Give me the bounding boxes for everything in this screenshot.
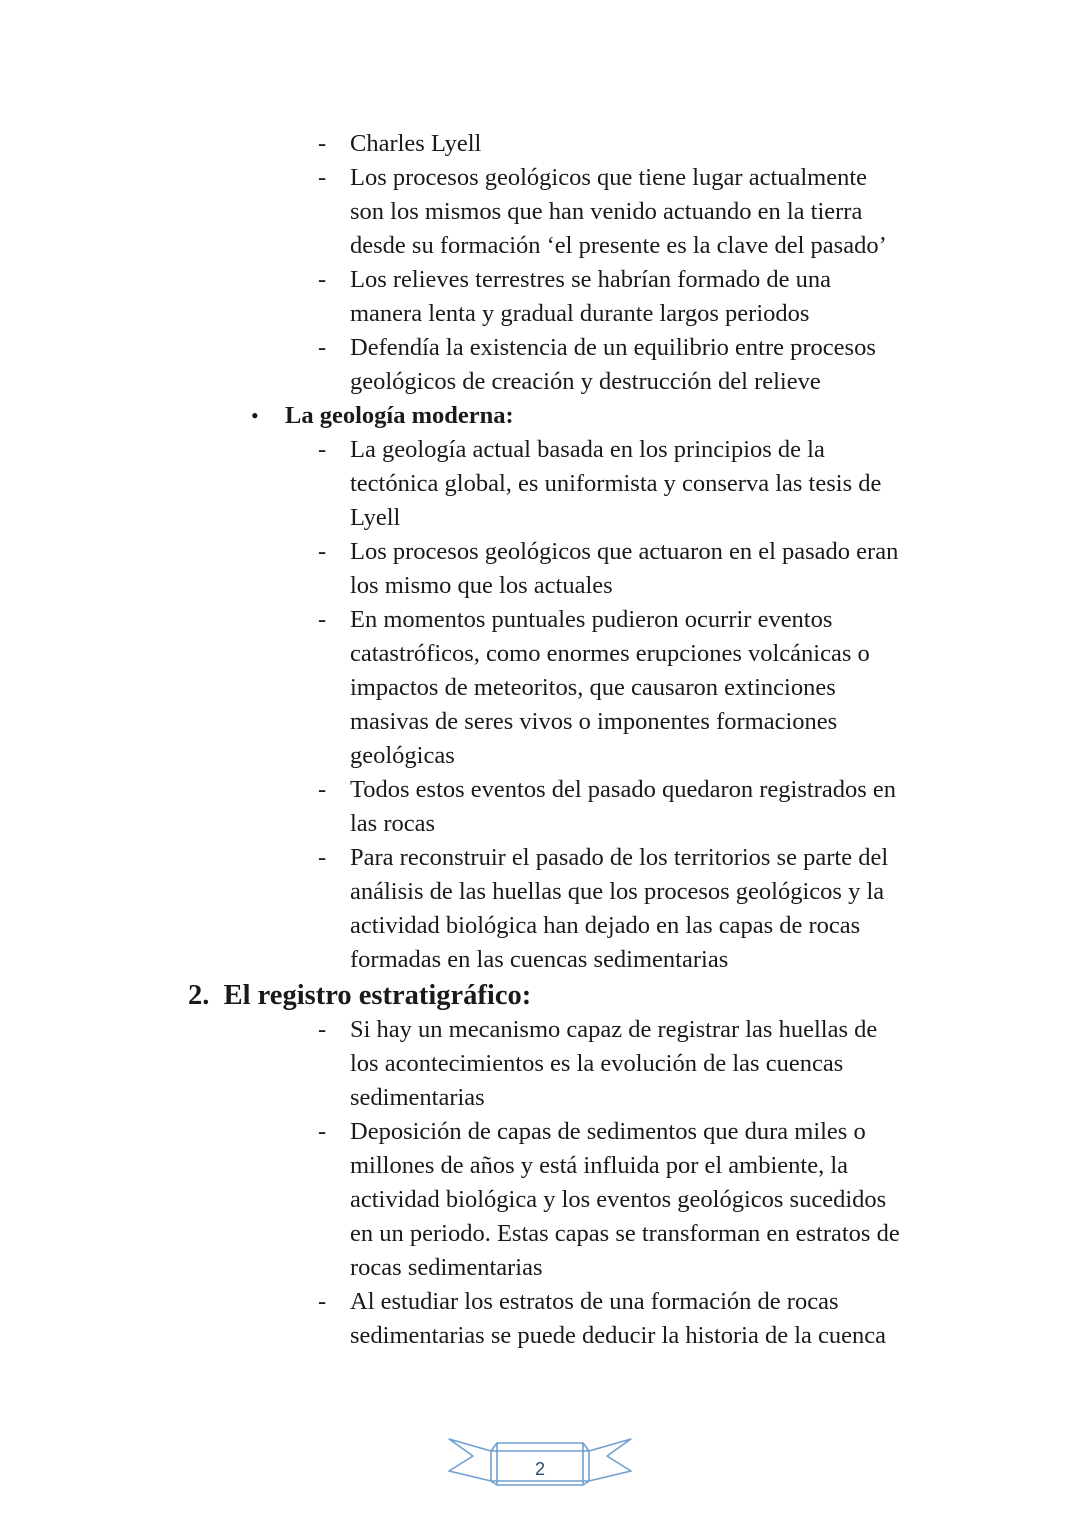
dash-marker: -	[318, 538, 327, 565]
dash-marker: -	[318, 436, 327, 463]
dash-marker: -	[318, 334, 327, 361]
list-item-line: en un periodo. Estas capas se transforman en estratos de	[350, 1220, 900, 1247]
dash-marker: -	[318, 1016, 327, 1043]
bullet-icon: •	[251, 403, 259, 428]
modern-geology-heading	[251, 399, 514, 433]
list-item	[318, 1285, 950, 1353]
list-item-line: geológicos de creación y destrucción del relieve	[350, 368, 821, 395]
list-item-line: los mismo que los actuales	[350, 572, 613, 599]
list-item-line: Para reconstruir el pasado de los territorios se parte del	[350, 844, 889, 871]
list-item-line: geológicas	[350, 742, 455, 769]
list-item-line: los acontecimientos es la evolución de las cuencas	[350, 1050, 844, 1077]
list-item-line: formadas en las cuencas sedimentarias	[350, 946, 729, 973]
list-item-line: impactos de meteoritos, que causaron extinciones	[350, 674, 836, 701]
list-item-line: Los relieves terrestres se habrían formado de una	[350, 266, 831, 293]
list-item-line: actividad biológica han dejado en las capas de rocas	[350, 912, 861, 939]
list-item-line: análisis de las huellas que los procesos geológicos y la	[350, 878, 885, 905]
list-item	[318, 263, 950, 331]
dash-marker: -	[318, 164, 327, 191]
list-item	[318, 331, 950, 399]
list-item	[318, 127, 950, 161]
dash-marker: -	[318, 1118, 327, 1145]
list-item-line: rocas sedimentarias	[350, 1254, 543, 1281]
list-item	[318, 1115, 950, 1285]
list-item-line: masivas de seres vivos o imponentes formaciones	[350, 708, 838, 735]
list-item	[318, 603, 950, 773]
dash-marker: -	[318, 266, 327, 293]
list-item-line: Lyell	[350, 504, 401, 531]
dash-marker: -	[318, 606, 327, 633]
list-item-line: sedimentarias se puede deducir la historia de la cuenca	[350, 1322, 887, 1349]
section-heading: 2. El registro estratigráfico:	[188, 980, 532, 1011]
modern-geology-list	[318, 433, 950, 977]
list-item-line: catastróficos, como enormes erupciones volcánicas o	[350, 640, 870, 667]
list-item	[318, 433, 950, 535]
list-item	[318, 1013, 950, 1115]
list-item-line: Deposición de capas de sedimentos que dura miles o	[350, 1118, 866, 1145]
dash-marker: -	[318, 130, 327, 157]
list-item-line: las rocas	[350, 810, 436, 837]
list-item-line: Charles Lyell	[350, 130, 482, 157]
list-item-line: manera lenta y gradual durante largos periodos	[350, 300, 810, 327]
dash-marker: -	[318, 844, 327, 871]
list-item-line: Al estudiar los estratos de una formación de rocas	[350, 1288, 839, 1315]
stratigraphic-list	[318, 1013, 950, 1353]
list-item-line: Los procesos geológicos que actuaron en el pasado eran	[350, 538, 899, 565]
list-item-line: desde su formación ‘el presente es la clave del pasado’	[350, 232, 887, 259]
list-item-line: sedimentarias	[350, 1084, 485, 1111]
list-item-line: Los procesos geológicos que tiene lugar actualmente	[350, 164, 868, 191]
list-item-line: Defendía la existencia de un equilibrio entre procesos	[350, 334, 876, 361]
list-item-line: La geología actual basada en los principios de la	[350, 436, 825, 463]
list-item-line: Todos estos eventos del pasado quedaron registrados en	[350, 776, 896, 803]
list-item	[318, 773, 950, 841]
list-item	[318, 161, 950, 263]
list-item-line: En momentos puntuales pudieron ocurrir eventos	[350, 606, 833, 633]
list-item-line: tectónica global, es uniformista y conserva las tesis de	[350, 470, 882, 497]
dash-marker: -	[318, 776, 327, 803]
list-item-line: actividad biológica y los eventos geológicos sucedidos	[350, 1186, 887, 1213]
list-item-line: son los mismos que han venido actuando en la tierra	[350, 198, 863, 225]
list-item-line: Si hay un mecanismo capaz de registrar las huellas de	[350, 1016, 878, 1043]
list-item-line: millones de años y está influida por el ambiente, la	[350, 1152, 849, 1179]
list-item	[318, 535, 950, 603]
lyell-list	[318, 127, 950, 399]
modern-geology-heading-text: La geología moderna:	[285, 402, 514, 429]
dash-marker: -	[318, 1288, 327, 1315]
list-item	[318, 841, 950, 977]
page-number: 2	[534, 1459, 545, 1479]
page-number-ribbon	[445, 1437, 635, 1491]
